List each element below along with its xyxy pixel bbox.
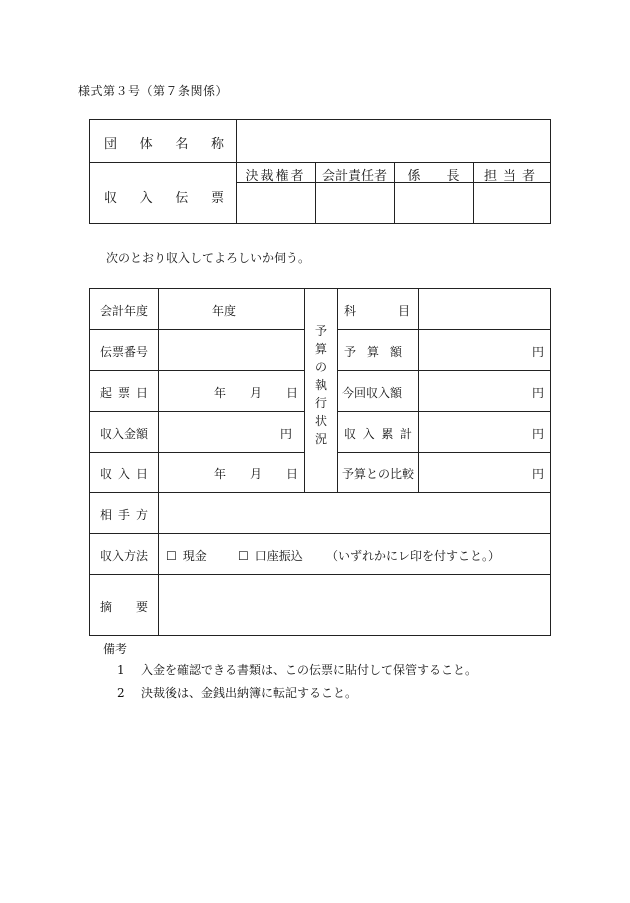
approver-3: 係 長 — [407, 169, 460, 184]
issue-date-value: 年 月 日 — [213, 386, 298, 400]
income-date-label: 収 入 日 — [100, 467, 148, 481]
intro-text: 次のとおり収入してよろしいか伺う。 — [106, 251, 311, 265]
fiscal-year-value: 年度 — [212, 304, 237, 318]
method-note: （いずれかにレ印を付すこと。） — [326, 549, 501, 563]
method-cash-option[interactable]: ☐ 現金 — [166, 548, 207, 563]
approver-2: 会計責任者 — [321, 169, 387, 184]
account-item-label: 科 目 — [344, 304, 410, 318]
checkbox-icon[interactable]: ☐ — [166, 548, 177, 563]
org-name-label: 団 体 名 称 — [104, 137, 224, 152]
budget-amount-unit: 円 — [532, 345, 545, 359]
cumulative-income-label: 収 入 累 計 — [344, 427, 412, 441]
current-income-label: 今回収入額 — [342, 386, 403, 400]
budget-comparison-unit: 円 — [532, 467, 545, 481]
method-transfer-option[interactable]: ☐ 口座振込 — [238, 548, 303, 563]
partner-field[interactable] — [159, 493, 550, 533]
note-item: 2 決裁後は、金銭出納簿に転記すること。 — [117, 686, 358, 700]
approver-1: 決裁権者 — [245, 169, 306, 184]
slip-number-field[interactable] — [159, 330, 304, 370]
partner-label: 相 手 方 — [100, 508, 148, 522]
method-label: 収入方法 — [100, 549, 149, 563]
budget-comparison-label: 予算との比較 — [342, 467, 415, 481]
notes-title: 備考 — [103, 642, 128, 656]
budget-status-label: 予 算 の 執 行 状 況 — [314, 324, 327, 446]
org-name-field[interactable] — [236, 120, 550, 162]
cumulative-income-unit: 円 — [532, 427, 545, 441]
current-income-unit: 円 — [532, 386, 545, 400]
summary-label: 摘 要 — [100, 600, 148, 614]
summary-field[interactable] — [159, 575, 550, 635]
income-amount-unit: 円 — [280, 427, 293, 441]
slip-number-label: 伝票番号 — [100, 345, 149, 359]
income-date-value: 年 月 日 — [213, 467, 298, 481]
slip-label: 収 入 伝 票 — [104, 191, 224, 206]
checkbox-icon[interactable]: ☐ — [238, 548, 249, 563]
fiscal-year-label: 会計年度 — [100, 304, 149, 318]
budget-amount-label: 予 算 額 — [344, 345, 402, 359]
note-item: 1 入金を確認できる書類は、この伝票に貼付して保管すること。 — [117, 663, 478, 677]
income-amount-label: 収入金額 — [100, 427, 149, 441]
issue-date-label: 起 票 日 — [100, 386, 148, 400]
main-table — [89, 288, 551, 636]
form-title: 様式第３号（第７条関係） — [78, 84, 229, 98]
header-table — [89, 119, 551, 224]
approver-4: 担当者 — [483, 169, 541, 184]
